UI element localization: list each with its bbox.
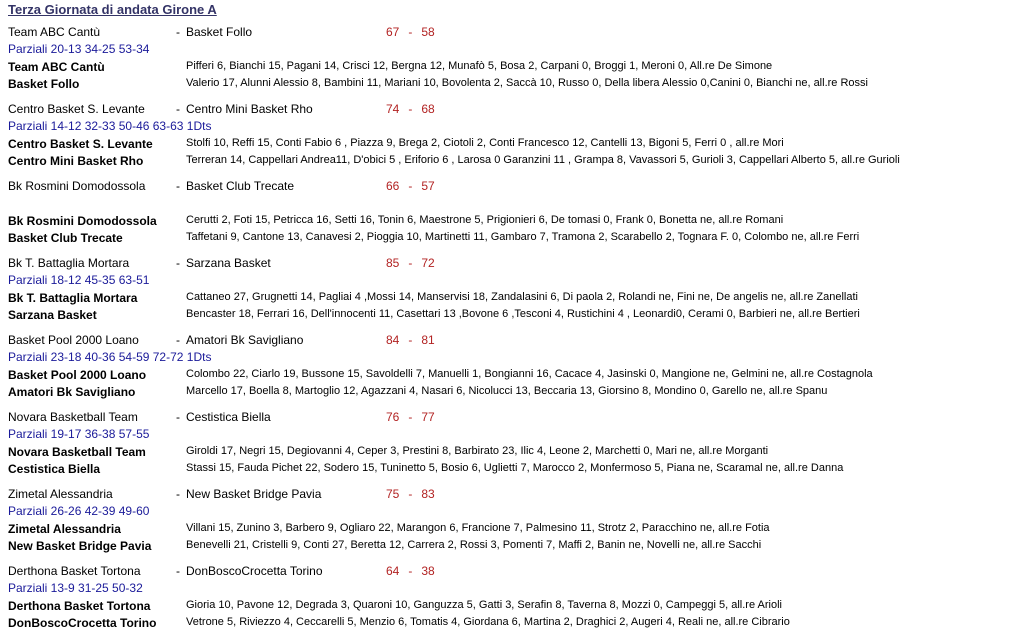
- away-team-label: Basket Follo: [8, 77, 80, 91]
- final-score: 67 - 58: [386, 25, 435, 39]
- home-players: Colombo 22, Ciarlo 19, Bussone 15, Savoldelli 7, Manuelli 1, Bongianni 16, Cacace 4, Jasinski 0, Mangione ne, Gelmini ne, all.re Costagnola: [186, 368, 873, 380]
- away-team-label: Cestistica Biella: [8, 462, 101, 476]
- separator: -: [176, 333, 180, 347]
- home-score: 75: [386, 487, 400, 501]
- final-score: 75 - 83: [386, 487, 435, 501]
- away-team-name: Basket Follo: [186, 25, 253, 39]
- final-score: 85 - 72: [386, 256, 435, 270]
- away-score: 68: [421, 102, 435, 116]
- away-team-name: New Basket Bridge Pavia: [186, 487, 322, 501]
- home-team-label: Novara Basketball Team: [8, 445, 146, 459]
- partial-scores: Parziali 26-26 42-39 49-60: [8, 504, 150, 518]
- home-score: 85: [386, 256, 400, 270]
- away-score: 81: [421, 333, 435, 347]
- partial-scores: Parziali 14-12 32-33 50-46 63-63 1Dts: [8, 119, 212, 133]
- partial-scores: Parziali 19-17 36-38 57-55: [8, 427, 150, 441]
- away-team-label: DonBoscoCrocetta Torino: [8, 616, 157, 630]
- home-score: 76: [386, 410, 400, 424]
- home-players: Stolfi 10, Reffi 15, Conti Fabio 6 , Piazza 9, Brega 2, Ciotoli 2, Conti Francesco 12, Cantelli 13, Bigoni 5, Ferri 0 , all.re Mori: [186, 137, 784, 149]
- home-team-name: Zimetal Alessandria: [8, 487, 113, 501]
- home-score: 84: [386, 333, 400, 347]
- page-title: Terza Giornata di andata Girone A: [8, 2, 217, 17]
- away-score: 57: [421, 179, 435, 193]
- separator: -: [176, 487, 180, 501]
- away-players: Bencaster 18, Ferrari 16, Dell'innocenti 11, Casettari 13 ,Bovone 6 ,Tesconi 4, Rustichini 4 , Leonardi0, Cerami 0, Barbieri ne, all.re Bertieri: [186, 308, 860, 320]
- home-team-name: Bk T. Battaglia Mortara: [8, 256, 130, 270]
- home-score: 64: [386, 564, 400, 578]
- partial-scores: Parziali 13-9 31-25 50-32: [8, 581, 143, 595]
- away-score: 58: [421, 25, 435, 39]
- home-team-name: Centro Basket S. Levante: [8, 102, 145, 116]
- home-team-name: Bk Rosmini Domodossola: [8, 179, 146, 193]
- away-team-name: Centro Mini Basket Rho: [186, 102, 313, 116]
- partial-scores: Parziali 20-13 34-25 53-34: [8, 42, 150, 56]
- away-team-name: DonBoscoCrocetta Torino: [186, 564, 323, 578]
- home-team-label: Derthona Basket Tortona: [8, 599, 151, 613]
- home-players: Villani 15, Zunino 3, Barbero 9, Ogliaro 22, Marangon 6, Francione 7, Palmesino 11, Strotz 2, Paracchino ne, all.re Fotia: [186, 522, 770, 534]
- final-score: 66 - 57: [386, 179, 435, 193]
- partial-scores: Parziali 23-18 40-36 54-59 72-72 1Dts: [8, 350, 212, 364]
- away-team-label: Amatori Bk Savigliano: [8, 385, 136, 399]
- away-team-label: Centro Mini Basket Rho: [8, 154, 144, 168]
- home-team-label: Zimetal Alessandria: [8, 522, 121, 536]
- away-score: 38: [421, 564, 435, 578]
- away-team-label: Sarzana Basket: [8, 308, 97, 322]
- away-players: Stassi 15, Fauda Pichet 22, Sodero 15, Tuninetto 5, Bosio 6, Uglietti 7, Marocco 2, Monfermoso 5, Piana ne, Scaramal ne, all.re Danna: [186, 462, 844, 474]
- away-team-name: Amatori Bk Savigliano: [186, 333, 304, 347]
- home-team-name: Basket Pool 2000 Loano: [8, 333, 139, 347]
- home-team-name: Team ABC Cantù: [8, 25, 101, 39]
- away-score: 83: [421, 487, 435, 501]
- home-team-label: Team ABC Cantù: [8, 60, 105, 74]
- away-score: 77: [421, 410, 435, 424]
- away-players: Benevelli 21, Cristelli 9, Conti 27, Beretta 12, Carrera 2, Rossi 3, Pomenti 7, Maffi 2, Banin ne, Novelli ne, all.re Sacchi: [186, 539, 762, 551]
- home-players: Cattaneo 27, Grugnetti 14, Pagliai 4 ,Mossi 14, Manservisi 18, Zandalasini 6, Di paola 2, Rolandi ne, Fini ne, De angelis ne, all.re Zanellati: [186, 291, 858, 303]
- away-team-label: New Basket Bridge Pavia: [8, 539, 152, 553]
- final-score: 64 - 38: [386, 564, 435, 578]
- separator: -: [176, 25, 180, 39]
- away-players: Valerio 17, Alunni Alessio 8, Bambini 11, Mariani 10, Bovolenta 2, Saccà 10, Russo 0, Della libera Alessio 0,Canini 0, Bianchi ne, all.re Rossi: [186, 77, 868, 89]
- home-players: Giroldi 17, Negri 15, Degiovanni 4, Ceper 3, Prestini 8, Barbirato 23, Ilic 4, Leone 2, Marchetti 0, Mari ne, all.re Morganti: [186, 445, 769, 457]
- final-score: 76 - 77: [386, 410, 435, 424]
- home-team-name: Novara Basketball Team: [8, 410, 138, 424]
- home-players: Pifferi 6, Bianchi 15, Pagani 14, Crisci 12, Bergna 12, Munafò 5, Bosa 2, Carpani 0, Broggi 1, Meroni 0, All.re De Simone: [186, 60, 773, 72]
- away-players: Terreran 14, Cappellari Andrea11, D'obici 5 , Eriforio 6 , Larosa 0 Garanzini 11 , Grampa 8, Vavassori 5, Gurioli 3, Cappellari Alberto 5, all.re Gurioli: [186, 154, 900, 166]
- home-score: 67: [386, 25, 400, 39]
- home-score: 74: [386, 102, 400, 116]
- home-score: 66: [386, 179, 400, 193]
- final-score: 84 - 81: [386, 333, 435, 347]
- away-team-name: Basket Club Trecate: [186, 179, 295, 193]
- final-score: 74 - 68: [386, 102, 435, 116]
- home-team-name: Derthona Basket Tortona: [8, 564, 141, 578]
- away-players: Taffetani 9, Cantone 13, Canavesi 2, Pioggia 10, Martinetti 11, Gambaro 7, Tramona 2, Scarabello 2, Tognara F. 0, Colombo ne, all.re Ferri: [186, 231, 860, 243]
- home-team-label: Centro Basket S. Levante: [8, 137, 153, 151]
- home-team-label: Basket Pool 2000 Loano: [8, 368, 147, 382]
- away-team-label: Basket Club Trecate: [8, 231, 123, 245]
- away-team-name: Cestistica Biella: [186, 410, 271, 424]
- home-players: Gioria 10, Pavone 12, Degrada 3, Quaroni 10, Ganguzza 5, Gatti 3, Serafin 8, Taverna 8, Mozzi 0, Campeggi 5, all.re Arioli: [186, 599, 782, 611]
- partial-scores: Parziali 18-12 45-35 63-51: [8, 273, 150, 287]
- away-players: Marcello 17, Boella 8, Martoglio 12, Agazzani 4, Nasari 6, Nicolucci 13, Beccaria 13, Giorsino 8, Mondino 0, Garello ne, all.re Spanu: [186, 385, 828, 397]
- home-team-label: Bk Rosmini Domodossola: [8, 214, 157, 228]
- home-team-label: Bk T. Battaglia Mortara: [8, 291, 138, 305]
- separator: -: [176, 256, 180, 270]
- away-team-name: Sarzana Basket: [186, 256, 271, 270]
- away-players: Vetrone 5, Riviezzo 4, Ceccarelli 5, Menzio 6, Tomatis 4, Giordana 6, Martina 2, Draghici 2, Augeri 4, Reali ne, all.re Cibrario: [186, 616, 790, 628]
- home-players: Cerutti 2, Foti 15, Petricca 16, Setti 16, Tonin 6, Maestrone 5, Prigionieri 6, De tomasi 0, Frank 0, Bonetta ne, all.re Romani: [186, 214, 784, 226]
- separator: -: [176, 410, 180, 424]
- away-score: 72: [421, 256, 435, 270]
- separator: -: [176, 179, 180, 193]
- separator: -: [176, 564, 180, 578]
- separator: -: [176, 102, 180, 116]
